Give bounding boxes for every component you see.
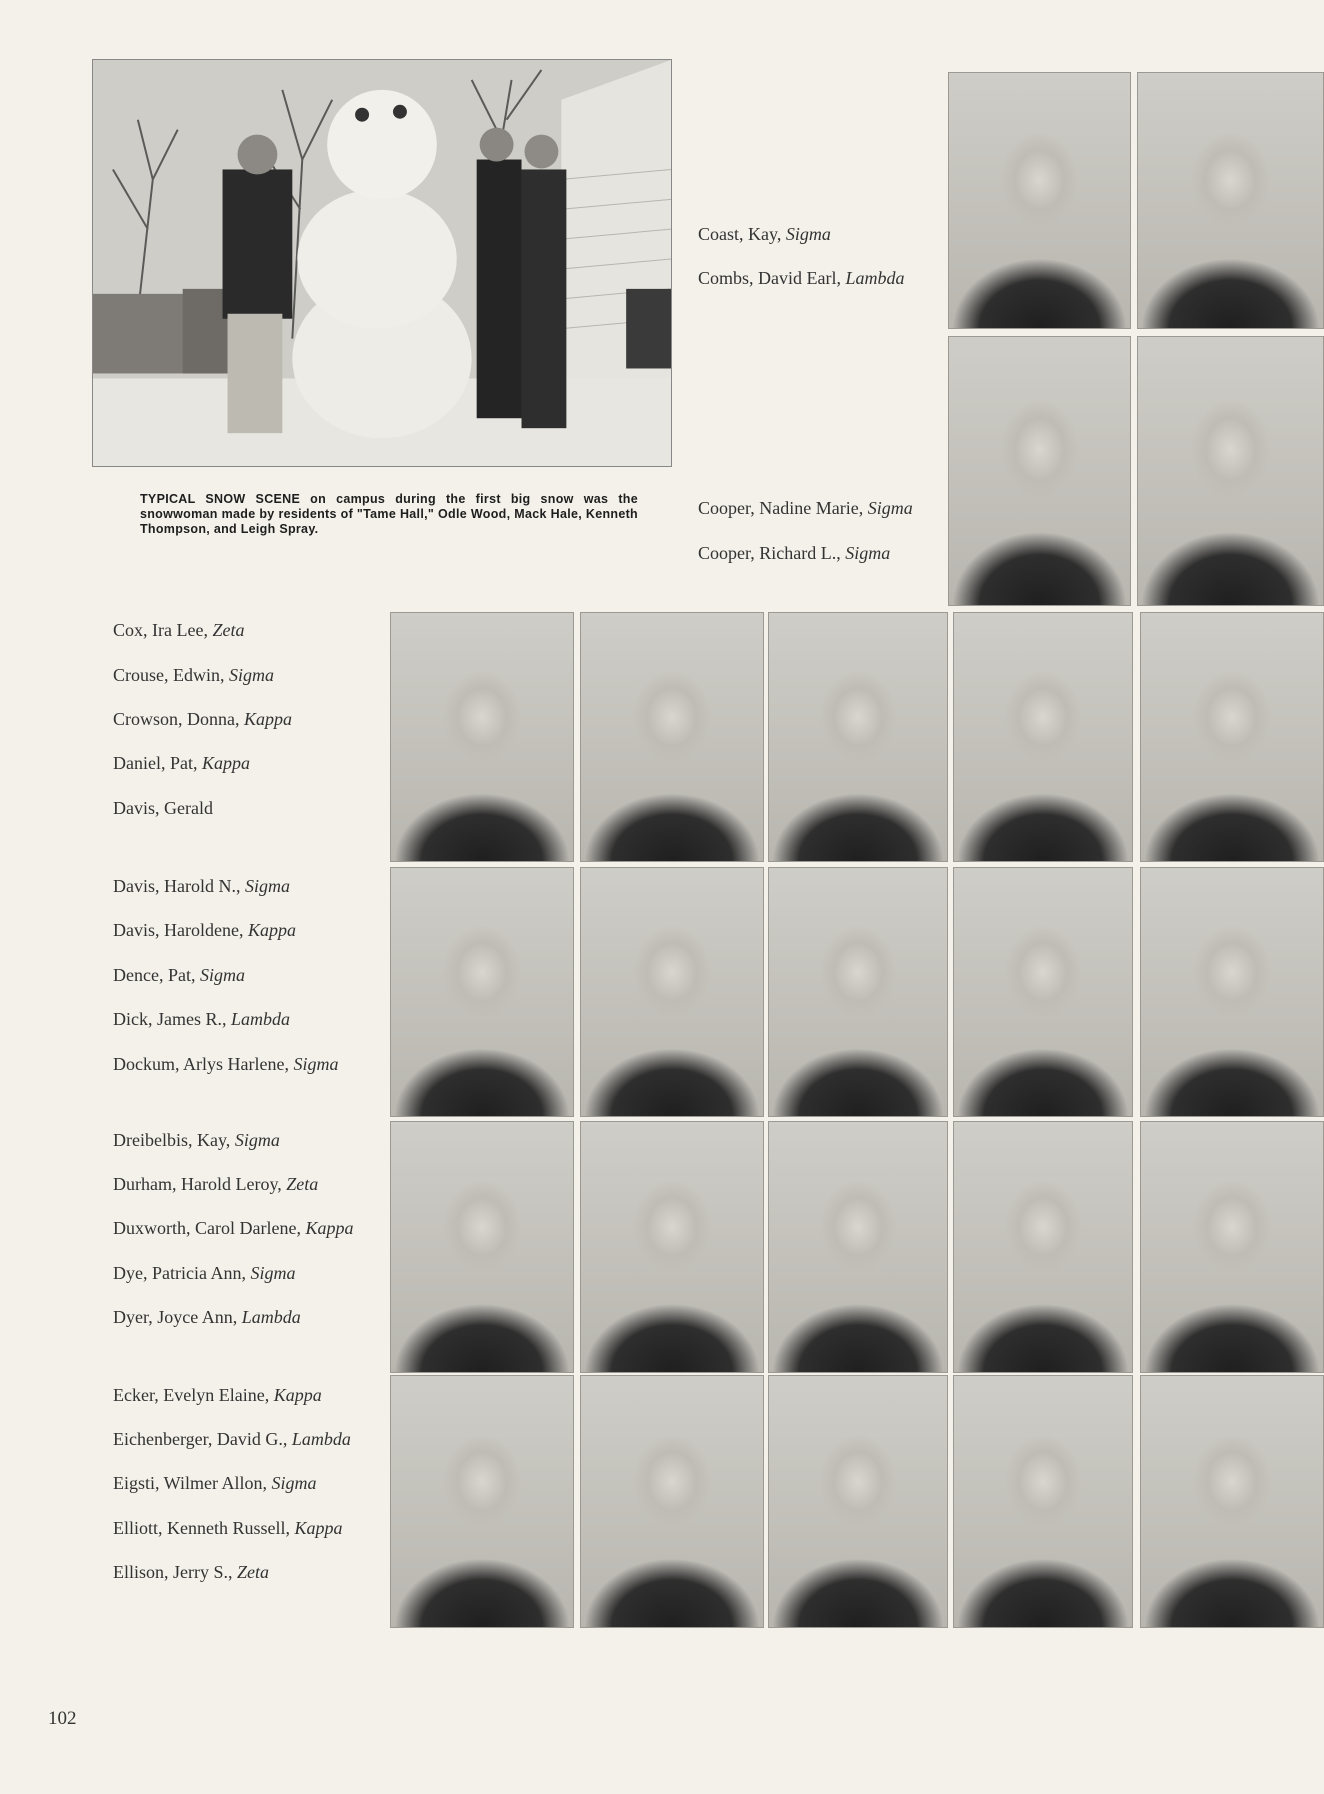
student-name: Cooper, Richard L., Sigma: [698, 543, 891, 563]
student-name: Eichenberger, David G., Lambda: [113, 1429, 351, 1449]
portrait-photo: [580, 1375, 764, 1628]
portrait-photo: [390, 612, 574, 862]
student-name: Durham, Harold Leroy, Zeta: [113, 1174, 319, 1194]
student-name: Combs, David Earl, Lambda: [698, 268, 905, 288]
student-name: Daniel, Pat, Kappa: [113, 753, 250, 773]
snow-scene-photo: [92, 59, 672, 467]
student-name: Davis, Harold N., Sigma: [113, 876, 290, 896]
student-name: Coast, Kay, Sigma: [698, 224, 831, 244]
portrait-photo: [390, 867, 574, 1117]
student-name: Elliott, Kenneth Russell, Kappa: [113, 1518, 343, 1538]
student-name: Eigsti, Wilmer Allon, Sigma: [113, 1473, 317, 1493]
student-name: Davis, Haroldene, Kappa: [113, 920, 296, 940]
student-name: Davis, Gerald: [113, 798, 213, 818]
student-name: Dye, Patricia Ann, Sigma: [113, 1263, 296, 1283]
portrait-photo: [1137, 336, 1324, 606]
portrait-photo: [580, 612, 764, 862]
portrait-photo: [580, 867, 764, 1117]
student-name: Dockum, Arlys Harlene, Sigma: [113, 1054, 339, 1074]
student-name: Crouse, Edwin, Sigma: [113, 665, 274, 685]
portrait-photo: [768, 867, 948, 1117]
student-name: Cox, Ira Lee, Zeta: [113, 620, 245, 640]
student-name: Dyer, Joyce Ann, Lambda: [113, 1307, 301, 1327]
student-name: Dreibelbis, Kay, Sigma: [113, 1130, 280, 1150]
portrait-photo: [768, 1375, 948, 1628]
portrait-photo: [953, 867, 1133, 1117]
student-name: Dence, Pat, Sigma: [113, 965, 245, 985]
portrait-photo: [953, 612, 1133, 862]
portrait-photo: [1140, 612, 1324, 862]
student-name: Ecker, Evelyn Elaine, Kappa: [113, 1385, 322, 1405]
snow-scene-illustration: [93, 60, 671, 466]
portrait-photo: [390, 1375, 574, 1628]
portrait-photo: [1140, 867, 1324, 1117]
portrait-photo: [953, 1121, 1133, 1373]
portrait-photo: [768, 1121, 948, 1373]
portrait-photo: [580, 1121, 764, 1373]
student-name: Crowson, Donna, Kappa: [113, 709, 293, 729]
student-name: Ellison, Jerry S., Zeta: [113, 1562, 270, 1582]
portrait-photo: [948, 72, 1131, 329]
student-name: Dick, James R., Lambda: [113, 1009, 290, 1029]
student-name: Cooper, Nadine Marie, Sigma: [698, 498, 913, 518]
portrait-photo: [1137, 72, 1324, 329]
portrait-photo: [1140, 1121, 1324, 1373]
portrait-photo: [948, 336, 1131, 606]
portrait-photo: [953, 1375, 1133, 1628]
photo-caption: TYPICAL SNOW SCENE on campus during the first big snow was the snowwoman made by residents of "Tame Hall," Odle Wood, Mack Hale, Kenneth Thompson, and Leigh Spray.: [140, 492, 638, 536]
portrait-photo: [390, 1121, 574, 1373]
page-number: 102: [48, 1708, 77, 1729]
portrait-photo: [1140, 1375, 1324, 1628]
portrait-photo: [768, 612, 948, 862]
student-name: Duxworth, Carol Darlene, Kappa: [113, 1218, 354, 1238]
